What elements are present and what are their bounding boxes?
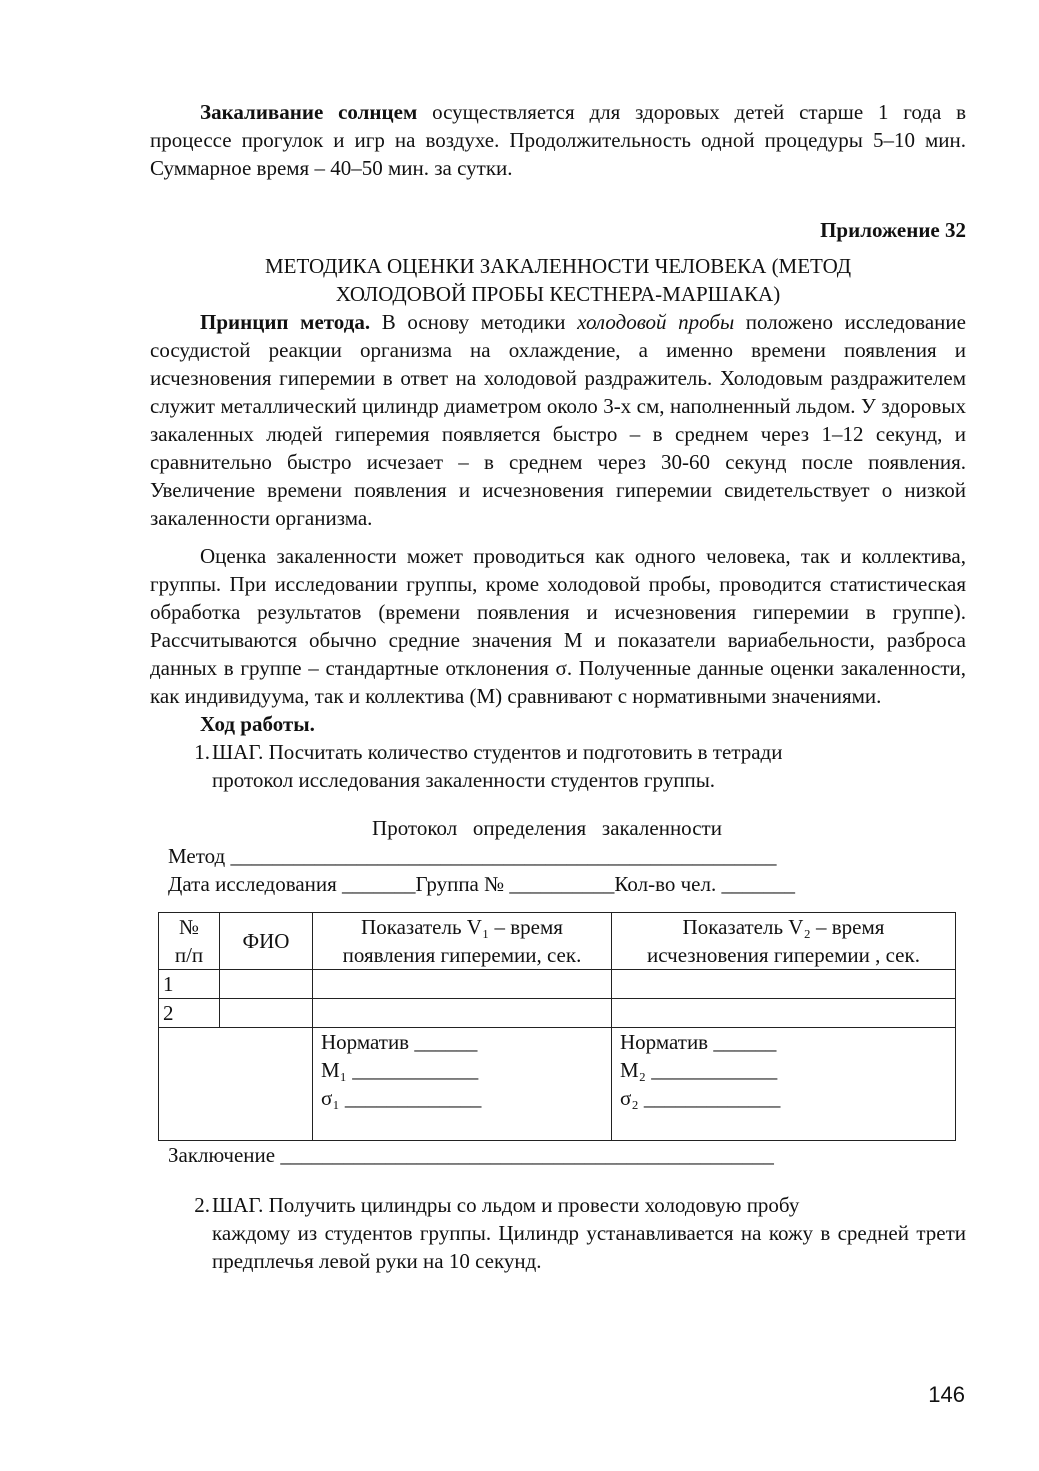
header-number bbox=[159, 913, 220, 970]
paragraph-principle bbox=[150, 308, 966, 532]
paragraph-evaluation: Оценка закаленности может проводиться как одного человека, так и коллектива, группы. При исследовании группы, кроме холодовой пробы, проводится статистическая обработка результатов (времени появления и исчезновения гиперемии в группе). Рассчитываются обычно средние значения М и показатели вариабельности, разброса данных в группе – стандартные отклонения σ. Полученные данные оценки закаленности, как индивидуума, так и коллектива (М) сравнивают с нормативными значениями. bbox=[150, 544, 966, 708]
row-fio-cell[interactable] bbox=[220, 999, 313, 1028]
row-number: 2 bbox=[159, 999, 220, 1028]
sun-hardening-text: осуществляется для здоровых детей старше 1 года в процессе прогулок и игр на воздухе. Продолжительность одной процедуры 5–10 мин. Суммарное время – 40–50 мин. за сутки. bbox=[150, 100, 966, 180]
protocol-method-line bbox=[168, 842, 966, 870]
norm-v1-cell bbox=[313, 1028, 612, 1141]
page-content bbox=[150, 98, 966, 1275]
page-number: 146 bbox=[928, 1382, 965, 1407]
table-header-row bbox=[159, 913, 956, 970]
principle-text1: В основу методики bbox=[370, 310, 578, 334]
row-v2-cell[interactable] bbox=[612, 999, 956, 1028]
annex-label: Приложение 32 bbox=[820, 218, 966, 242]
norm-v2-mean: M₂ ____________ bbox=[620, 1058, 778, 1082]
section-title bbox=[150, 252, 966, 308]
section-title-line1: МЕТОДИКА ОЦЕНКИ ЗАКАЛЕННОСТИ ЧЕЛОВЕКА (МЕТОД bbox=[264, 254, 852, 278]
protocol-table bbox=[158, 912, 956, 1141]
norm-v1-mean: M₁ ____________ bbox=[321, 1058, 479, 1082]
header-v1-line2: появления гиперемии, сек. bbox=[342, 943, 582, 967]
row-fio-cell[interactable] bbox=[220, 970, 313, 999]
norm-v1-normative: Норматив ______ bbox=[321, 1030, 478, 1054]
norm-empty-cell bbox=[159, 1028, 313, 1141]
protocol-title: Протокол определения закаленности bbox=[372, 816, 722, 840]
step-1-continuation: протокол исследования закаленности студентов группы. bbox=[212, 768, 716, 792]
sun-hardening-term: Закаливание солнцем bbox=[200, 100, 418, 124]
step-2-continuation: каждому из студентов группы. Цилиндр устанавливается на кожу в средней трети предплечья левой руки на 10 секунд. bbox=[212, 1221, 966, 1273]
work-heading: Ход работы. bbox=[200, 712, 315, 736]
protocol-conclusion: Заключение _______________________________________________ bbox=[168, 1143, 774, 1167]
step-2-number: 2. bbox=[194, 1193, 210, 1217]
method-label: Метод bbox=[168, 844, 226, 868]
header-number-sign: № bbox=[178, 915, 200, 939]
header-v1-line1: Показатель V₁ – время bbox=[361, 915, 563, 939]
table-row bbox=[159, 999, 956, 1028]
header-v2-line1: Показатель V₂ – время bbox=[682, 915, 885, 939]
header-v2 bbox=[612, 913, 956, 970]
header-fio: ФИО bbox=[220, 913, 313, 970]
norm-v2-sigma: σ₂ _____________ bbox=[620, 1086, 781, 1110]
table-norm-row bbox=[159, 1028, 956, 1141]
norm-v2-normative: Норматив ______ bbox=[620, 1030, 777, 1054]
row-v1-cell[interactable] bbox=[313, 999, 612, 1028]
header-v2-line2: исчезновения гиперемии , сек. bbox=[647, 943, 920, 967]
section-title-line2: ХОЛОДОВОЙ ПРОБЫ КЕСТНЕРА-МАРШАКА) bbox=[335, 282, 781, 306]
method-blank: ____________________________________________________ bbox=[230, 844, 777, 868]
protocol-block bbox=[150, 814, 966, 898]
table-row bbox=[159, 970, 956, 999]
header-v1 bbox=[313, 913, 612, 970]
paragraph-sun-hardening bbox=[150, 98, 966, 182]
principle-term: Принцип метода. bbox=[200, 310, 371, 334]
step-2 bbox=[150, 1191, 966, 1219]
step-1-number: 1. bbox=[194, 740, 210, 764]
header-number-pp: п/п bbox=[174, 943, 204, 967]
row-v1-cell[interactable] bbox=[313, 970, 612, 999]
step-2-text: ШАГ. Получить цилиндры со льдом и провести холодовую пробу bbox=[212, 1193, 800, 1217]
step-1 bbox=[150, 738, 966, 766]
principle-text2: положено исследование сосудистой реакции организма на охлаждение, а именно времени появления и исчезновения гиперемии в ответ на холодовой раздражитель. Холодовым раздражителем служит металлический цилиндр диаметром около 3-х см, наполненный льдом. У здоровых закаленных людей гиперемия появляется быстро – в среднем через 1–12 секунд, и сравнительно быстро исчезает – в среднем через 30-60 секунд после появления. Увеличение времени появления и исчезновения гиперемии свидетельствует о низкой закаленности организма. bbox=[150, 310, 966, 530]
norm-v1-sigma: σ₁ _____________ bbox=[321, 1086, 482, 1110]
row-number: 1 bbox=[159, 970, 220, 999]
protocol-date-line: Дата исследования _______Группа № __________Кол-во чел. _______ bbox=[168, 872, 795, 896]
row-v2-cell[interactable] bbox=[612, 970, 956, 999]
step-1-text: ШАГ. Посчитать количество студентов и подготовить в тетради bbox=[212, 740, 783, 764]
principle-italic: холодовой пробы bbox=[577, 310, 735, 334]
norm-v2-cell bbox=[612, 1028, 956, 1141]
